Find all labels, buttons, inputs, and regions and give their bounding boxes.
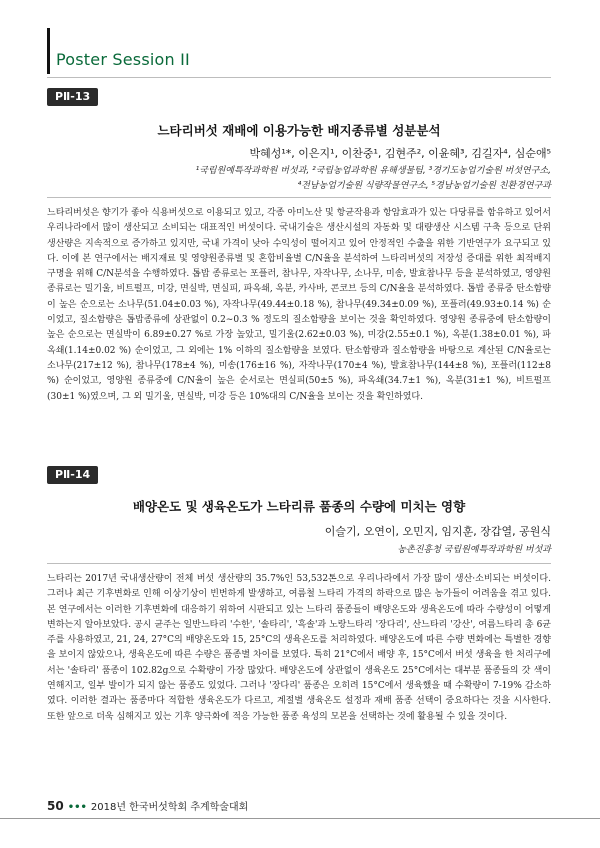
abstract-title: 배양온도 및 생육온도가 느타리류 품종의 수량에 미치는 영향 xyxy=(132,499,466,514)
abstract-authors: 이슬기, 오연이, 오민지, 임지훈, 장갑열, 공원식 xyxy=(324,525,551,538)
abstract-badge: PⅡ-13 xyxy=(47,88,98,106)
affiliation-line: ⁴전남농업기술원 식량작물연구소, ⁵경남농업기술원 친환경연구과 xyxy=(297,181,551,191)
abstract-affiliations xyxy=(196,164,551,194)
footer-line xyxy=(0,818,600,819)
header-divider xyxy=(47,77,551,78)
footer-dots: ••• xyxy=(67,802,87,813)
abstract-badge: PⅡ-14 xyxy=(47,466,98,484)
abstract-divider xyxy=(47,197,551,198)
abstract-divider xyxy=(47,563,551,564)
abstract-affiliations xyxy=(397,543,551,558)
affiliation-line: 농촌진흥청 국립원예특작과학원 버섯과 xyxy=(397,545,551,555)
abstract-title: 느타리버섯 재배에 이용가능한 배지종류별 성분분석 xyxy=(157,123,441,138)
page-footer xyxy=(47,798,248,813)
abstract-body: 느타리버섯은 향기가 좋아 식용버섯으로 이용되고 있고, 각종 아미노산 및 항균작용과 항암효과가 있는 다당류를 함유하고 있어서 우리나라에서 많이 생산되고 소비되는 대표적인 버섯이다. 국내기술은 생산시설의 자동화 및 대량생산 시스템 구축 등으로 단위 생산량은 지속적으로 증가하고 있지만, 국내 가격이 낮아 수익성이 떨어지고 있어 안정적인 수출을 위한 기반연구가 요구되고 있다. 이에 본 연구에서는 배지재료 및 영양원종류별 및 혼합비율별 C/N율을 분석하여 느타리버섯의 저장성 증대를 위한 최적배지 구명을 위해 C/N분석을 수행하였다. 톱밥 종류로는 포플러, 참나무, 자작나무, 소나무, 미송, 발효참나무 등을 분석하였고, 영양원 종류로는 밀기울, 비트펄프, 미강, 면실박, 면실피, 파옥쇄, 옥분, 카사바, 콘코브 등의 C/N율을 분석하였다. 톱밥 종류중 탄소함량이 높은 순으로는 소나무(51.04±0.03 %), 자작나무(49.44±0.18 %), 참나무(49.34±0.09 %), 포플러(49.93±0.14 %) 순이었고, 질소함량은 톱밥종류에 상관없이 0.2∼0.3 % 정도의 질소함량을 보이는 것을 확인하였다. 영양원 종류중에 탄소함량이 높은 순으로는 면실박이 6.89±0.27 %로 가장 높았고, 밀기울(2.62±0.03 %), 미강(2.55±0.1 %), 옥분(1.38±0.01 %), 파옥쇄(1.14±0.02 %) 순이었고, 그 외에는 1% 이하의 질소함량을 보였다. 탄소함량과 질소함량을 바탕으로 계산된 C/N율로는 소나무(217±12 %), 참나무(178±4 %), 미송(176±16 %), 자작나무(170±4 %), 발효참나무(144±8 %), 포플러(112±8 %) 순이었고, 영양원 종류중에 C/N율이 높은 순서로는 면실피(50±5 %), 파옥쇄(34.7±1 %), 옥분(31±1 %), 비트펄프(30±1 %)였으며, 그 외 밀기울, 면실박, 미강 등은 10%대의 C/N율을 보이는 것을 확인하였다. xyxy=(47,208,551,402)
header-accent-bar xyxy=(47,28,50,74)
page-number: 50 xyxy=(47,799,64,813)
footer-event: 2018년 한국버섯학회 추계학술대회 xyxy=(90,802,249,813)
abstract-body: 느타리는 2017년 국내생산량이 전체 버섯 생산량의 35.7%인 53,532톤으로 우리나라에서 가장 많이 생산·소비되는 버섯이다. 그러나 최근 기후변화로 인해 이상기상이 빈번하게 발생하고, 여름철 느타리 가격의 하락으로 많은 농가들이 어려움을 겪고 있다. 본 연구에서는 이러한 기후변화에 대응하기 위하여 시판되고 있는 느타리 품종들이 배양온도와 생육온도에 따라 수량성이 어떻게 변하는지 알아보았다. 공시 균주는 일반느타리 '수한', '솔타리', '흑솔'과 노랑느타리 '장다리', 산느타리 '강산', 여름느타리 총 6균주를 사용하였고, 21, 24, 27°C의 배양온도와 15, 25°C의 생육온도를 처리하였다. 배양온도에 따른 수량 변화에는 특별한 경향을 보이지 않았으나, 생육온도에 따른 수량은 품종별 차이를 보였다. 특히 21°C에서 배양 후, 15°C에서 버섯 생육을 한 처리구에서는 '솔타리' 품종이 102.82g으로 수확량이 가장 많았다. 배양온도에 상관없이 생육온도 25°C에서는 대부분 품종들의 갓 색이 연해지고, 일부 발이가 되지 않는 품종도 있었다. 그러나 '장다리' 품종은 오히려 15°C에서 생육했을 때 수확량이 7-19% 감소하였다. 이러한 결과는 품종마다 적합한 생육온도가 다르고, 계절별 생육온도 설정과 재배 품종 선택이 중요하다는 것을 시사한다. 또한 앞으로 더욱 심해지고 있는 기후 양극화에 적응 가능한 품종 육성의 모본을 선택하는 것에 활용될 수 있을 것이다. xyxy=(47,574,551,722)
abstract-authors: 박혜성¹*, 이은지¹, 이찬중¹, 김현주², 이윤혜³, 김길자⁴, 심순애⁵ xyxy=(249,147,551,160)
affiliation-line: ¹국립원예특작과학원 버섯과, ²국립농업과학원 유해생물팀, ³경기도농업기술원 버섯연구소, xyxy=(195,166,551,176)
section-title: Poster Session II xyxy=(56,50,190,69)
